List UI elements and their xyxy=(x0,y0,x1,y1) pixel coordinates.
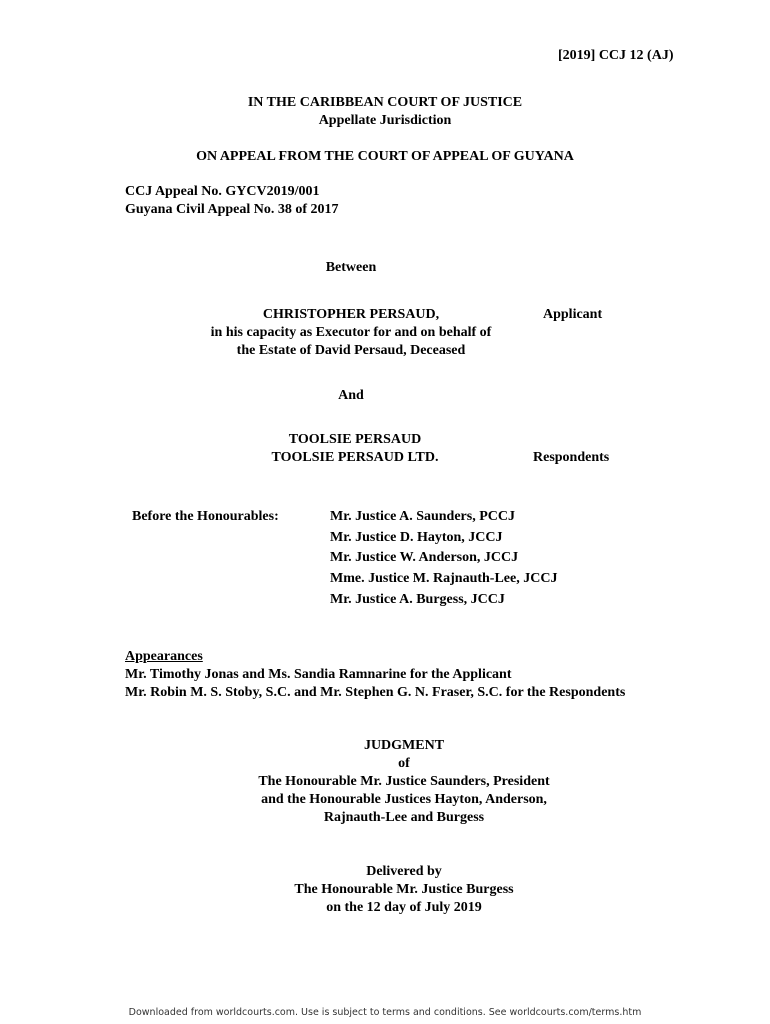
respondent-1: TOOLSIE PERSAUD xyxy=(288,432,422,447)
judge-saunders: Mr. Justice A. Saunders, PCCJ xyxy=(330,509,515,524)
appearance-respondents: Mr. Robin M. S. Stoby, S.C. and Mr. Stephen G. N. Fraser, S.C. for the Respondents xyxy=(125,685,626,700)
judge-rajnauth-lee: Mme. Justice M. Rajnauth-Lee, JCCJ xyxy=(330,571,558,586)
case-number-guyana: Guyana Civil Appeal No. 38 of 2017 xyxy=(125,202,339,217)
respondents-role: Respondents xyxy=(533,450,610,465)
and-label: And xyxy=(338,388,364,403)
judgment-of: of xyxy=(398,756,410,771)
applicant-role: Applicant xyxy=(543,307,603,322)
appearance-applicant: Mr. Timothy Jonas and Ms. Sandia Ramnarine for the Applicant xyxy=(125,667,512,682)
delivered-date: on the 12 day of July 2019 xyxy=(326,900,482,915)
applicant-name: CHRISTOPHER PERSAUD, xyxy=(262,307,440,322)
court-name: IN THE CARIBBEAN COURT OF JUSTICE xyxy=(247,95,523,110)
case-number-ccj: CCJ Appeal No. GYCV2019/001 xyxy=(125,184,320,199)
delivered-by: The Honourable Mr. Justice Burgess xyxy=(294,882,514,897)
citation: [2019] CCJ 12 (AJ) xyxy=(558,48,674,63)
appeal-from: ON APPEAL FROM THE COURT OF APPEAL OF GUYANA xyxy=(196,149,574,164)
bench-label: Before the Honourables: xyxy=(132,509,279,524)
court-jurisdiction: Appellate Jurisdiction xyxy=(318,113,452,128)
judge-burgess: Mr. Justice A. Burgess, JCCJ xyxy=(330,592,505,607)
download-footer: Downloaded from worldcourts.com. Use is subject to terms and conditions. See worldcourts.com/terms.htm xyxy=(128,1007,642,1018)
appearances-heading: Appearances xyxy=(125,649,203,664)
applicant-capacity: in his capacity as Executor for and on behalf of xyxy=(210,325,492,340)
judgment-justices-cont: Rajnauth-Lee and Burgess xyxy=(323,810,485,825)
judgment-title: JUDGMENT xyxy=(363,738,445,753)
judge-anderson: Mr. Justice W. Anderson, JCCJ xyxy=(330,550,519,565)
between-label: Between xyxy=(325,260,377,275)
judgment-president: The Honourable Mr. Justice Saunders, President xyxy=(258,774,550,789)
respondent-2: TOOLSIE PERSAUD LTD. xyxy=(271,450,439,465)
applicant-estate: the Estate of David Persaud, Deceased xyxy=(236,343,466,358)
judge-hayton: Mr. Justice D. Hayton, JCCJ xyxy=(330,530,503,545)
delivered-label: Delivered by xyxy=(366,864,442,879)
judgment-justices: and the Honourable Justices Hayton, Anderson, xyxy=(261,792,547,807)
